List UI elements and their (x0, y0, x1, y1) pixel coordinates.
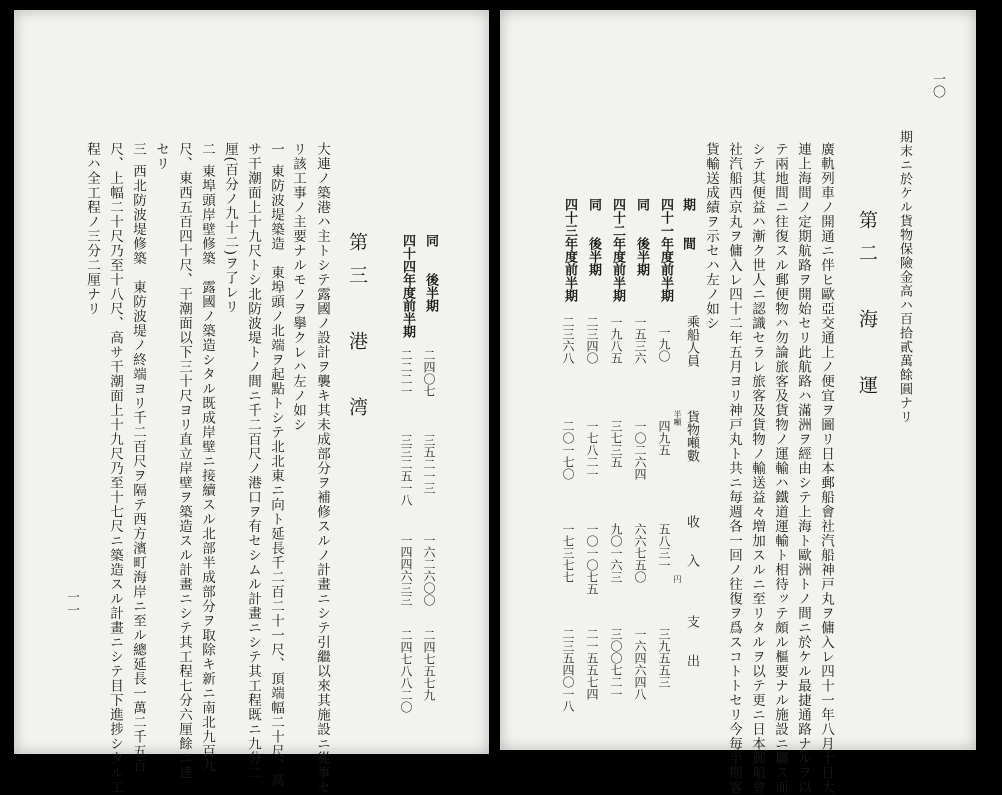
row-label: 四十二年度前半期 (610, 198, 625, 302)
right-page (500, 10, 976, 795)
row-label: 四十三年度前半期 (562, 198, 577, 302)
cell-income: 一七三七七 (561, 523, 575, 583)
cell-tons: 三三二五一八 (399, 434, 413, 506)
item-number: 二 (199, 142, 215, 157)
item-line: 尺、東西五百四十尺、干潮面以下三十尺ヨリ直立岸壁ヲ築造スル計畫ニシテ其工程七分六厘餘ニ達 (176, 142, 192, 780)
cell-income: 一六二六〇〇 (422, 534, 436, 606)
column-header-expense: 支 出 (684, 615, 699, 667)
cell-income: 六六七五〇 (633, 523, 647, 583)
cell-expense: 二四七五七九 (422, 629, 436, 701)
item-line: サ干潮面上十九尺トシ北防波堤トノ間ニ千二百尺ノ港口ヲ有セシムル計畫ニシテ其工程既ニ九分二 (245, 142, 261, 780)
cell-passengers: 一九八五 (609, 316, 623, 364)
intro-line: 大連ノ築港ハ主トシテ露國ノ設計ヲ襲キ其未成部分ヲ補修スルノ計畫ニシテ引繼以來其施設ニ從事セ (314, 142, 330, 795)
cell-expense: 二三五四〇一八 (561, 628, 575, 712)
left-page (14, 10, 489, 795)
section-title: 第二 海 運 (856, 210, 878, 408)
table-row (396, 234, 416, 713)
cell-expense: 三九五五三 (657, 628, 671, 688)
paragraph-line: テ兩地間ニ往復スル郵便物ハ勿論旅客及貨物ノ運輸ハ鐵道運輸ト相待ッテ頗ル樞要ナル施設ニ屬ス而 (772, 142, 788, 795)
row-label: 四十一年度前半期 (658, 198, 673, 302)
cell-tons: 一七八二一 (585, 420, 599, 480)
cell-income: 九〇一六三 (609, 523, 623, 583)
cell-expense: 一六四六四八 (633, 628, 647, 700)
table-row (419, 234, 439, 701)
header-line: 期末ニ於ケル貨物保險金高ハ百拾貳萬餘圓ナリ (897, 130, 912, 424)
column-header-passengers: 乘船人員 (684, 315, 699, 367)
unit-note-tons: 半噸 (673, 410, 682, 426)
unit-note-yen: 円 (673, 575, 682, 583)
item-line: 程ハ全工程ノ三分二厘ナリ (84, 142, 100, 316)
paragraph-line: 連上海間ノ定期航路ヲ開始セリ此航路ハ滿洲ヲ經由シテ上海ト歐洲トノ間ニ於ケル最捷通路ナルヲ以 (795, 142, 811, 795)
item-line: 尺、上幅二十尺乃至十八尺、高サ干潮面上十九尺乃至十七尺ニ築造スル計畫ニシテ目下進捗シタル工 (107, 142, 123, 795)
column-header-period: 期 間 (680, 198, 695, 250)
table-row (630, 198, 650, 700)
cell-passengers: 二二二一 (399, 349, 413, 397)
item-line: 東埠頭岸壁修築 露國ノ築造シタル既成岸壁ニ接續スル北部半成部分ヲ取除キ新ニ南北九百九 (199, 164, 215, 773)
cell-expense: 二四七八八二〇 (399, 629, 413, 713)
column-header-tons: 貨物噸數 (684, 410, 699, 462)
cell-expense: 二一五五七四 (585, 628, 599, 700)
column-header-income: 收 入 (684, 515, 699, 567)
row-label: 同 後半期 (586, 198, 601, 276)
cell-passengers: 一九〇 (657, 326, 671, 362)
page-number: 一一 (64, 590, 79, 616)
cell-tons: 三五二一三 (422, 434, 436, 494)
cell-tons: 一〇二六四 (633, 420, 647, 480)
table-row (606, 198, 626, 700)
table-row (558, 198, 578, 712)
intro-line: リ該工事ノ主要ナルモノヲ擧クレハ左ノ如シ (290, 142, 306, 432)
item-number: 三 (130, 142, 146, 157)
cell-passengers: 二三六八 (561, 316, 575, 364)
item-number: 一 (268, 142, 284, 157)
cell-expense: 三〇〇七二一 (609, 628, 623, 700)
paragraph-line: 社汽船西京丸ヲ傭入レ四十二年五月ヨリ神戸丸ト共ニ毎週各一回ノ往復ヲ爲スコトトセリ今毎半期客 (726, 142, 742, 795)
table-row (654, 198, 674, 688)
row-label: 同 後半期 (634, 198, 649, 276)
cell-passengers: 二四〇七 (422, 349, 436, 397)
paragraph-line: 廣軌列車ノ開通ニ伴ヒ歐亞交通上ノ便宜ヲ圖リ日本郵船會社汽船神戸丸ヲ傭入レ四十一年八月十日大 (818, 142, 834, 795)
cell-tons: 二〇一七〇 (561, 420, 575, 480)
cell-tons: 四九五 (657, 420, 671, 456)
cell-income: 一〇一〇七五 (585, 523, 599, 595)
cell-income: 一四四六三三 (399, 534, 413, 606)
paragraph-line: 貨輸送成績ヲ示セハ左ノ如シ (703, 142, 719, 331)
page-number: 一〇 (930, 72, 945, 98)
cell-tons: 三七三五 (609, 420, 623, 468)
item-line: セリ (153, 142, 169, 171)
row-label: 四十四年度前半期 (400, 234, 415, 338)
row-label: 同 後半期 (423, 234, 438, 312)
section-title: 第三 港 湾 (346, 232, 368, 430)
cell-income: 五八三一 (657, 523, 671, 571)
item-line: 西北防波堤修築 東防波堤ノ終端ヨリ千二百尺ヲ隔テ西方濱町海岸ニ至ル總延長一萬二千五百 (130, 164, 146, 773)
cell-passengers: 一五三六 (633, 316, 647, 364)
table-row (582, 198, 602, 700)
cell-passengers: 二三四〇 (585, 316, 599, 364)
item-line: 東防波堤築造 東埠頭ノ北端ヲ起點トシテ北北東ニ向ト延長千二百二十一尺、頂端幅二十尺、高 (268, 164, 284, 788)
paragraph-line: シテ其便益ハ漸ク世人ニ認識セラレ旅客及貨物ノ輸送益々増加スルニ至リタルヲ以テ更ニ日本郵船會 (749, 142, 765, 795)
item-line: 厘(百分ノ九十二)ヲ了レリ (222, 142, 238, 315)
